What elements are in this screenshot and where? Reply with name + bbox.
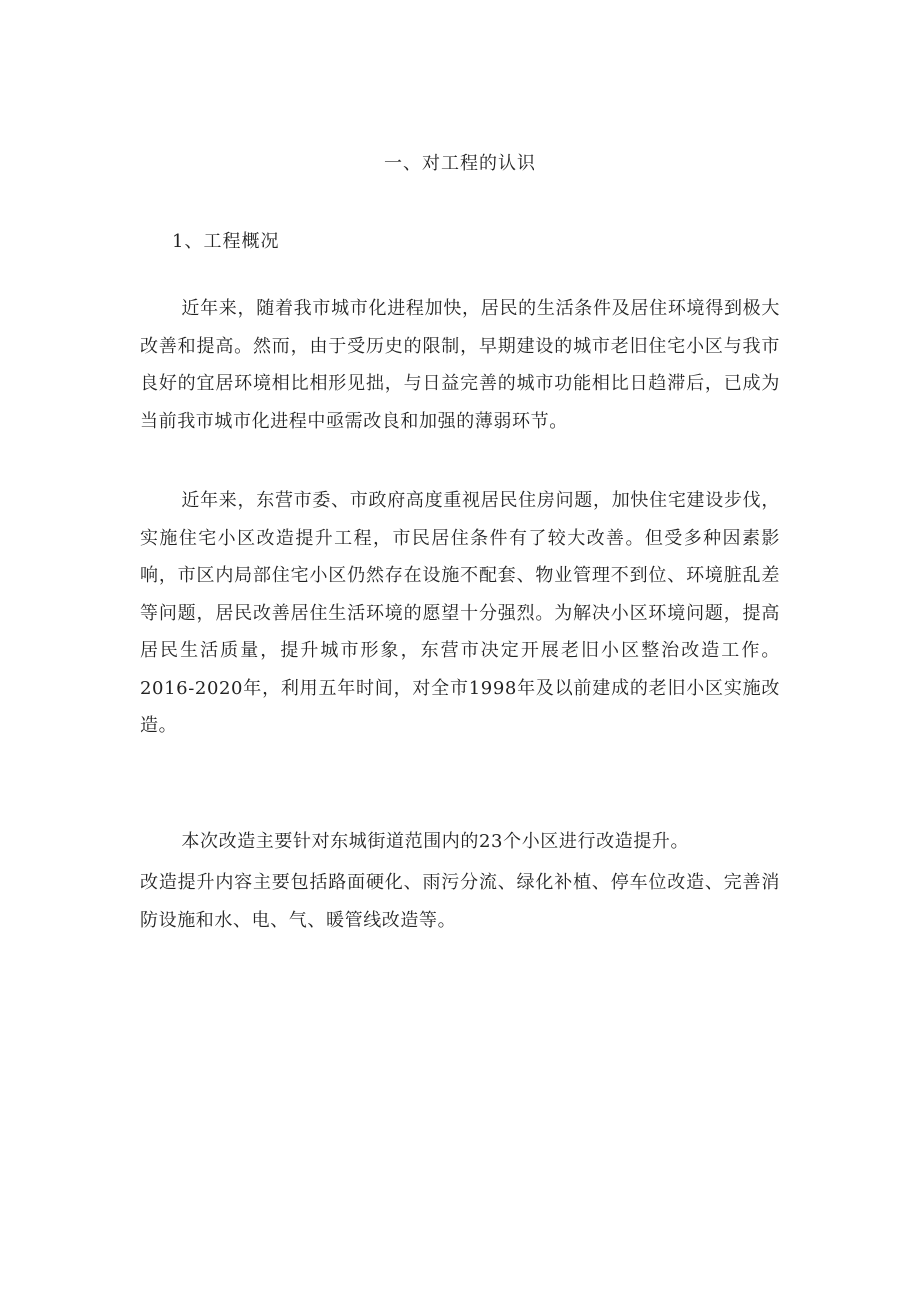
subsection-heading: 1、工程概况 [172,231,280,252]
section-heading: 一、对工程的认识 [384,153,536,174]
paragraph-contents: 改造提升内容主要包括路面硬化、雨污分流、绿化补植、停车位改造、完善消防设施和水、电、气、暖管线改造等。 [140,872,780,931]
paragraph-background: 近年来，随着我市城市化进程加快，居民的生活条件及居住环境得到极大改善和提高。然而，由于受历史的限制，早期建设的城市老旧住宅小区与我市良好的宜居环境相比相形见拙，与日益完善的城市功能相比日趋滞后，已成为当前我市城市化进程中亟需改良和加强的薄弱环节。 [140,298,780,432]
paragraph-policy: 近年来，东营市委、市政府高度重视居民住房问题，加快住宅建设步伐，实施住宅小区改造提升工程，市民居住条件有了较大改善。但受多种因素影响，市区内局部住宅小区仍然存在设施不配套、物业管理不到位、环境脏乱差等问题，居民改善居住生活环境的愿望十分强烈。为解决小区环境问题，提高居民生活质量，提升城市形象，东营市决定开展老旧小区整治改造工作。2016-2020年，利用五年时间，对全市1998年及以前建成的老旧小区实施改造。 [140,490,780,736]
paragraph-scope: 本次改造主要针对东城街道范围内的23个小区进行改造提升。 [181,831,690,852]
